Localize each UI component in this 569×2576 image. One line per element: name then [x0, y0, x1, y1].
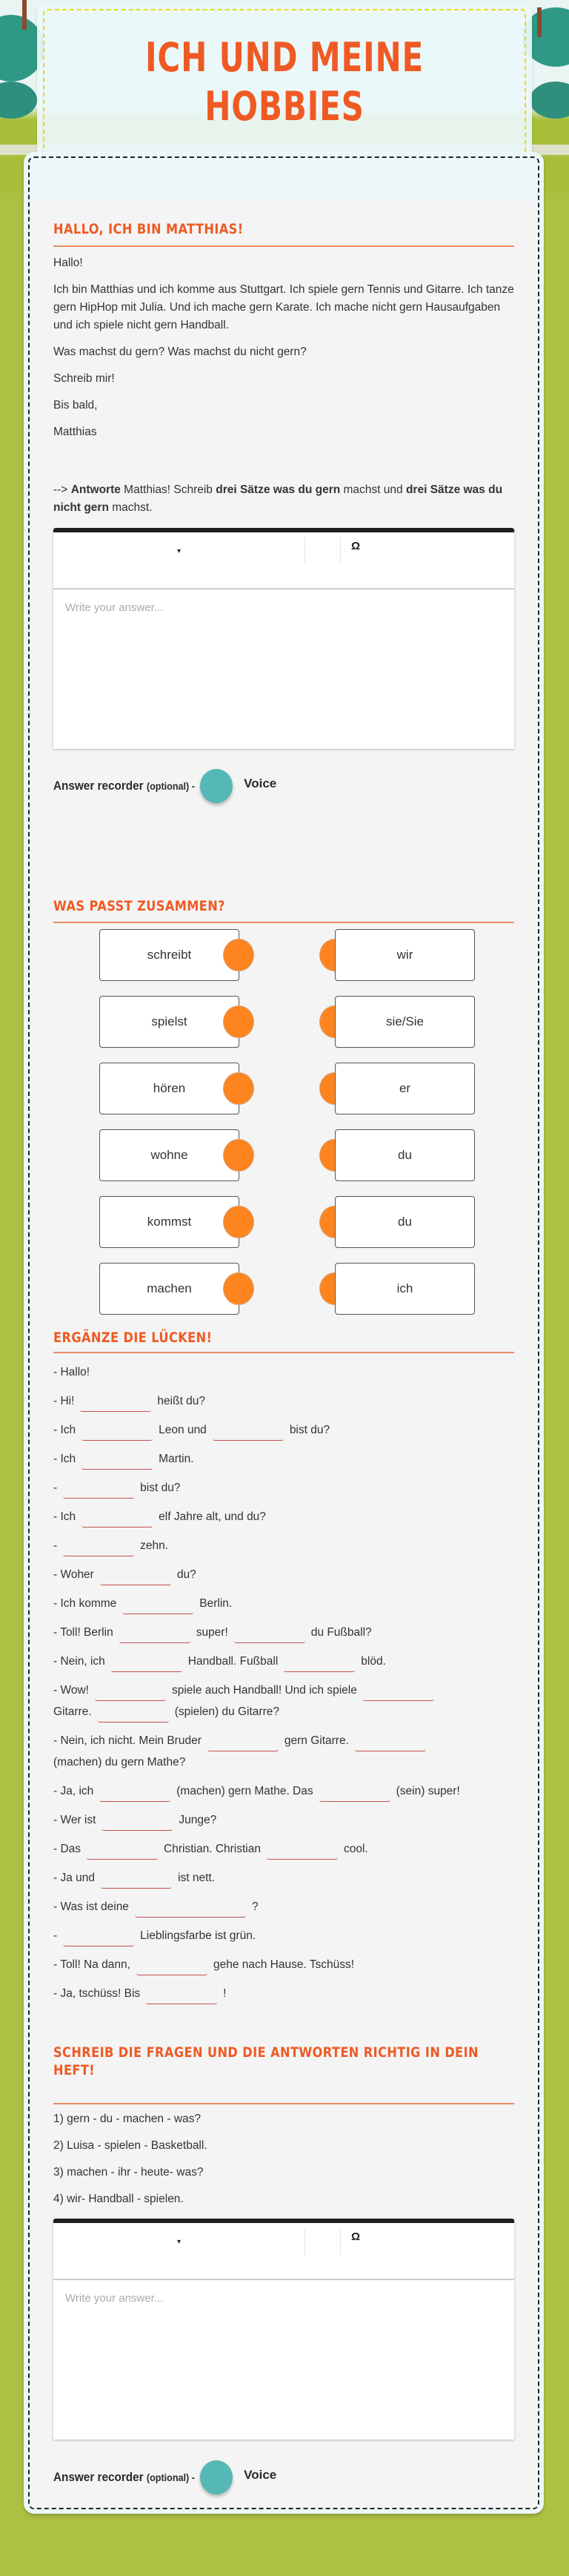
match-item-right[interactable]: du — [335, 1196, 475, 1248]
toolbar-separator — [340, 2227, 341, 2256]
connector-dot-left[interactable] — [223, 1072, 254, 1105]
task-text: machst. — [112, 501, 153, 514]
connector-dot-left[interactable] — [223, 1206, 254, 1238]
gap-line — [53, 1806, 514, 1834]
gap-text: - Nein, ich — [53, 1655, 105, 1668]
task-bold: drei Sätze was du gern — [216, 483, 341, 496]
gap-input[interactable] — [63, 1932, 134, 1946]
gap-line — [53, 1863, 514, 1892]
connector-dot-left[interactable] — [223, 939, 254, 971]
section-title — [53, 2044, 507, 2079]
gap-input[interactable] — [267, 1845, 338, 1860]
worksheet-card — [24, 152, 544, 2514]
letter-paragraph: Schreib mir! — [53, 372, 115, 385]
gap-text: - Ja, ich — [53, 1785, 94, 1797]
gap-text: - — [53, 1482, 58, 1494]
gap-text: - Woher — [53, 1568, 94, 1581]
gap-text: gern Gitarre. — [284, 1734, 349, 1747]
recorder-label-text: Answer recorder — [53, 2470, 144, 2484]
gap-input[interactable] — [81, 1455, 153, 1470]
answer-recorder — [53, 769, 276, 803]
gap-input[interactable] — [122, 1599, 193, 1614]
gap-input[interactable] — [234, 1628, 305, 1643]
gap-text: gehe nach Hause. Tschüss! — [213, 1958, 355, 1971]
gap-text: ist nett. — [178, 1872, 215, 1884]
gap-text: ? — [251, 1900, 259, 1913]
gap-text: - Ich komme — [53, 1597, 117, 1610]
recorder-label-text: Answer recorder — [53, 779, 144, 793]
gap-line — [53, 1834, 514, 1863]
record-button[interactable] — [200, 2460, 233, 2494]
scrambled-item: 1) gern - du - machen - was? — [53, 2113, 202, 2125]
gap-text: du Fußball? — [310, 1626, 372, 1639]
scrambled-item: 4) wir- Handball - spielen. — [53, 2193, 184, 2205]
gap-text: - Was ist deine — [53, 1900, 129, 1913]
section-divider — [53, 245, 514, 247]
task-bold: drei Sätze was du nicht gern — [53, 483, 503, 514]
letter-paragraph: Hallo! — [53, 257, 83, 269]
format-dropdown[interactable] — [53, 2227, 305, 2256]
task-text: Matthias! Schreib — [124, 483, 213, 496]
header-dashed-frame — [43, 9, 526, 159]
dropdown-caret-icon: ▾ — [176, 2237, 182, 2246]
special-character-icon[interactable]: Ω — [351, 2230, 361, 2243]
letter-paragraph: Was machst du gern? Was machst du nicht gern? — [53, 346, 307, 358]
gap-text: (machen) gern Mathe. Das — [176, 1785, 313, 1797]
gap-text: - Das — [53, 1843, 81, 1855]
gap-input[interactable] — [63, 1542, 134, 1556]
gap-text: zehn. — [140, 1539, 169, 1552]
recorder-optional-text: (optional) - — [146, 780, 195, 792]
gap-line — [53, 1777, 514, 1806]
gap-text: Martin. — [159, 1453, 194, 1465]
gap-input[interactable] — [87, 1845, 158, 1860]
gap-input[interactable] — [136, 1961, 207, 1975]
match-item-right[interactable]: du — [335, 1129, 475, 1181]
gap-line — [53, 1358, 514, 1387]
gap-text: ! — [223, 1987, 227, 2000]
gap-line — [53, 1387, 514, 1416]
gap-text: super! — [196, 1626, 228, 1639]
gap-input[interactable] — [135, 1903, 246, 1918]
match-item-left[interactable]: spielst — [99, 996, 239, 1048]
special-character-icon[interactable]: Ω — [351, 540, 361, 552]
gap-text: bist du? — [289, 1424, 330, 1436]
gap-text: - Toll! Berlin — [53, 1626, 113, 1639]
match-item-left[interactable]: machen — [99, 1263, 239, 1315]
match-item-right[interactable]: er — [335, 1063, 475, 1114]
gap-input[interactable] — [102, 1816, 173, 1831]
gap-input[interactable] — [119, 1628, 190, 1643]
gap-text: du? — [176, 1568, 196, 1581]
gap-lines — [53, 1358, 514, 2008]
gap-input[interactable] — [101, 1874, 172, 1889]
gap-text: bist du? — [140, 1482, 181, 1494]
gap-text: - Hi! — [53, 1395, 75, 1407]
answer-editor — [53, 2219, 514, 2440]
letter-paragraph: Bis bald, — [53, 399, 98, 412]
gap-text: Christian. Christian — [164, 1843, 261, 1855]
section-divider — [53, 1352, 514, 1353]
section-title-text: SCHREIB DIE FRAGEN UND DIE ANTWORTEN RICHTIG IN DEIN HEFT! — [53, 2044, 479, 2078]
gap-line — [53, 1647, 514, 1676]
gap-text: - Ich — [53, 1453, 76, 1465]
connector-dot-left[interactable] — [223, 1272, 254, 1305]
gap-input[interactable] — [213, 1426, 284, 1441]
gap-text: elf Jahre alt, und du? — [159, 1510, 266, 1523]
match-item-right[interactable]: wir — [335, 929, 475, 981]
match-item-left[interactable]: kommst — [99, 1196, 239, 1248]
gap-input[interactable] — [98, 1708, 169, 1723]
gap-text: - Hallo! — [53, 1366, 90, 1378]
connector-dot-left[interactable] — [223, 1139, 254, 1172]
task-text: machst und — [343, 483, 403, 496]
match-row — [53, 1263, 514, 1315]
letter-paragraph: Matthias — [53, 426, 97, 438]
gap-input[interactable] — [99, 1787, 170, 1802]
letter-body — [53, 254, 514, 450]
format-dropdown[interactable] — [53, 537, 305, 565]
gap-text: Gitarre. — [53, 1705, 92, 1718]
match-item-left[interactable]: hören — [99, 1063, 239, 1114]
gap-line — [53, 1531, 514, 1560]
section-divider — [53, 2103, 514, 2104]
gap-text: - Ja, tschüss! Bis — [53, 1987, 141, 2000]
match-row — [53, 1196, 514, 1248]
gap-input[interactable] — [100, 1571, 171, 1585]
match-item-left[interactable]: schreibt — [99, 929, 239, 981]
worksheet-dashed-frame — [28, 156, 539, 2509]
answer-textarea[interactable]: Write your answer... — [65, 2292, 164, 2305]
answer-recorder — [53, 2460, 276, 2494]
answer-textarea[interactable]: Write your answer... — [65, 601, 164, 614]
gap-input[interactable] — [111, 1657, 182, 1672]
task-bold: Antworte — [70, 483, 121, 496]
gap-input[interactable] — [319, 1787, 390, 1802]
gap-line — [53, 1444, 514, 1473]
gap-input[interactable] — [81, 1513, 153, 1528]
gap-line — [53, 1473, 514, 1502]
gap-input[interactable] — [63, 1484, 134, 1499]
scrambled-list — [53, 2110, 514, 2217]
gap-text: spiele auch Handball! Und ich spiele — [171, 1684, 357, 1697]
gap-text: Junge? — [179, 1814, 217, 1826]
gap-text: Leon und — [159, 1424, 207, 1436]
worksheet-paper — [30, 201, 538, 2508]
gap-line — [53, 1979, 514, 2008]
gap-line — [53, 1618, 514, 1647]
gap-text: (spielen) du Gitarre? — [174, 1705, 279, 1718]
tree-trunk-decoration — [537, 7, 542, 37]
gap-line — [53, 1950, 514, 1979]
editor-toolbar — [53, 532, 514, 589]
gap-text: - Ich — [53, 1424, 76, 1436]
voice-label: Voice — [244, 2468, 277, 2482]
gap-input[interactable] — [80, 1397, 151, 1412]
gap-line — [53, 1416, 514, 1444]
gap-text: Lieblingsfarbe ist grün. — [140, 1929, 256, 1942]
bush-decoration — [530, 82, 569, 119]
tree-trunk-decoration — [22, 0, 27, 30]
editor-toolbar — [53, 2223, 514, 2280]
section-divider — [53, 922, 514, 923]
answer-editor — [53, 528, 514, 749]
gap-text: Berlin. — [199, 1597, 233, 1610]
toolbar-separator — [340, 537, 341, 565]
gap-input[interactable] — [146, 1989, 217, 2004]
recorder-label — [53, 2470, 195, 2485]
recorder-label — [53, 779, 195, 793]
gap-input[interactable] — [81, 1426, 153, 1441]
gap-line — [53, 1560, 514, 1589]
gap-input[interactable] — [355, 1737, 426, 1751]
gap-text: blöd. — [361, 1655, 386, 1668]
gap-text: - Wow! — [53, 1684, 89, 1697]
section-title: ERGÄNZE DIE LÜCKEN! — [53, 1330, 213, 1346]
gap-text: - Wer ist — [53, 1814, 96, 1826]
scrambled-item: 3) machen - ihr - heute- was? — [53, 2166, 204, 2179]
gap-text: - — [53, 1929, 58, 1942]
task-arrow: --> — [53, 483, 68, 496]
voice-label: Voice — [244, 776, 277, 790]
gap-text: Handball. Fußball — [187, 1655, 279, 1668]
gap-text: heißt du? — [157, 1395, 206, 1407]
section-title: HALLO, ICH BIN MATTHIAS! — [53, 221, 244, 237]
dropdown-caret-icon: ▾ — [176, 546, 182, 555]
gap-input[interactable] — [207, 1737, 279, 1751]
gap-line — [53, 1502, 514, 1531]
connector-dot-left[interactable] — [223, 1005, 254, 1038]
section-title: WAS PASST ZUSAMMEN? — [53, 898, 225, 914]
gap-text: cool. — [343, 1843, 368, 1855]
letter-paragraph: Ich bin Matthias und ich komme aus Stuttgart. Ich spiele gern Tennis und Gitarre. Ich tanze gern HipHop mit Julia. Und ich mache gern Karate. Ich mache nicht gern Hausaufgaben und ich spiele nicht gern Handball. — [53, 283, 514, 331]
gap-text: (sein) super! — [396, 1785, 460, 1797]
gap-input[interactable] — [363, 1686, 434, 1701]
match-row — [53, 996, 514, 1048]
gap-input[interactable] — [284, 1657, 355, 1672]
gap-line — [53, 1589, 514, 1618]
header-card — [37, 3, 532, 159]
gap-text: - Ich — [53, 1510, 76, 1523]
scrambled-item: 2) Luisa - spielen - Basketball. — [53, 2139, 207, 2152]
match-row — [53, 1063, 514, 1114]
gap-line — [53, 1921, 514, 1950]
gap-text: (machen) du gern Mathe? — [53, 1756, 186, 1768]
page-title: ICH UND MEINE HOBBIES — [144, 34, 425, 130]
gap-text: - Ja und — [53, 1872, 96, 1884]
gap-text: - Nein, ich nicht. Mein Bruder — [53, 1734, 202, 1747]
match-item-right[interactable]: sie/Sie — [335, 996, 475, 1048]
bush-decoration — [0, 82, 37, 119]
task-instruction — [53, 481, 514, 517]
match-row — [53, 929, 514, 981]
match-item-left[interactable]: wohne — [99, 1129, 239, 1181]
match-item-right[interactable]: ich — [335, 1263, 475, 1315]
match-row — [53, 1129, 514, 1181]
gap-line — [53, 1892, 514, 1921]
gap-text: - — [53, 1539, 58, 1552]
recorder-optional-text: (optional) - — [146, 2471, 195, 2483]
record-button[interactable] — [200, 769, 233, 803]
gap-text: - Toll! Na dann, — [53, 1958, 130, 1971]
